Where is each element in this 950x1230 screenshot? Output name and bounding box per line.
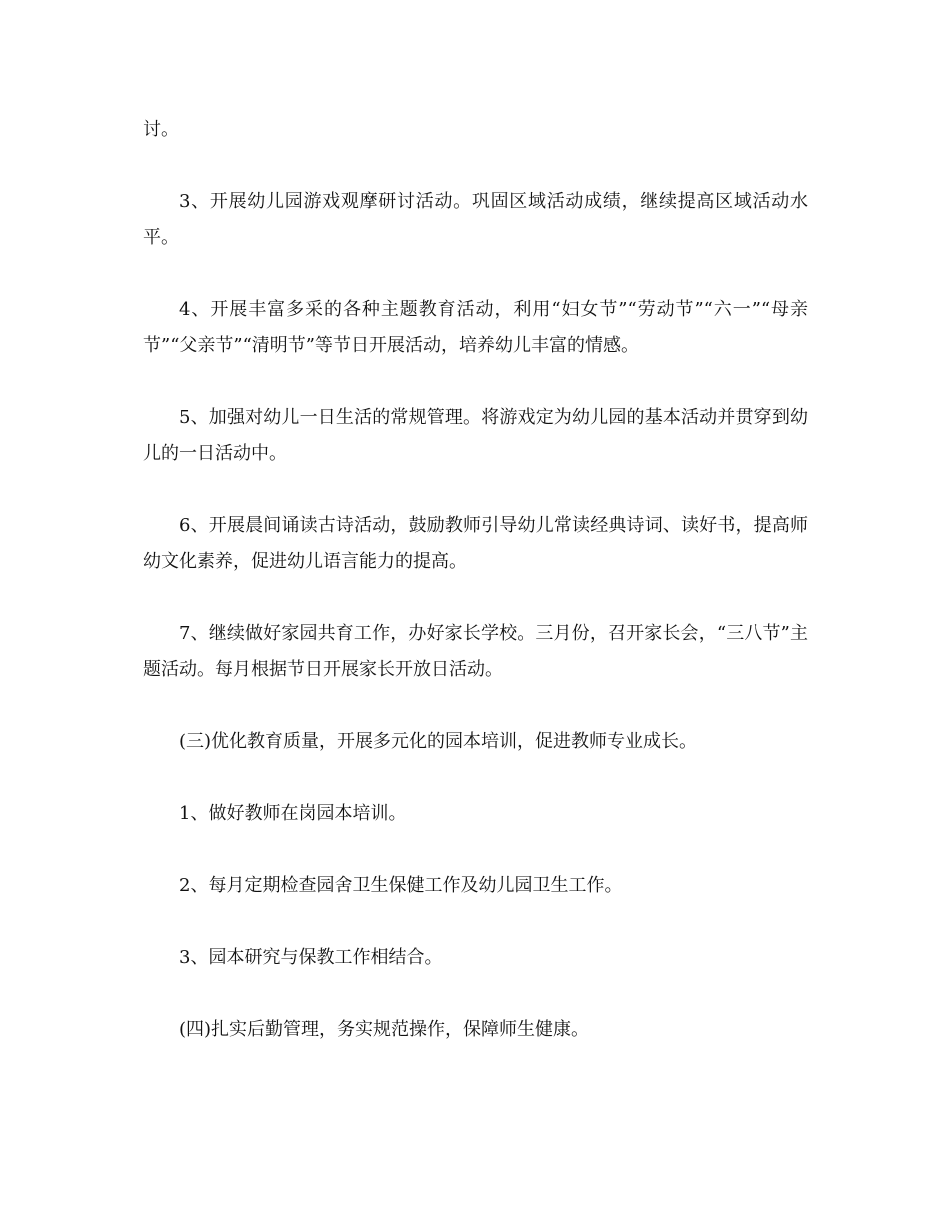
paragraph-item-3-game-observation: 3、开展幼儿园游戏观摩研讨活动。巩固区域活动成绩，继续提高区域活动水平。 [143,191,808,248]
paragraph-item-7-home-school: 7、继续做好家园共育工作，办好家长学校。三月份，召开家长会，“三八节”主题活动。每月根据节日开展家长开放日活动。 [143,623,808,680]
paragraph-item-4-theme-activities: 4、开展丰富多采的各种主题教育活动，利用“妇女节”“劳动节”“六一”“母亲节”“父亲节”“清明节”等节日开展活动，培养幼儿丰富的情感。 [143,299,808,356]
section-heading-three: (三)优化教育质量，开展多元化的园本培训，促进教师专业成长。 [179,731,698,752]
section-heading-four: (四)扎实后勤管理，务实规范操作，保障师生健康。 [179,1019,590,1040]
paragraph-item-6-poetry-reading: 6、开展晨间诵读古诗活动，鼓励教师引导幼儿常读经典诗词、读好书，提高师幼文化素养，促进幼儿语言能力的提高。 [143,515,808,572]
paragraph-training-item-2: 2、每月定期检查园舍卫生保健工作及幼儿园卫生工作。 [179,875,623,896]
paragraph-continuation: 讨。 [143,119,179,140]
paragraph-training-item-1: 1、做好教师在岗园本培训。 [179,803,407,824]
document-body [143,112,808,1084]
paragraph-training-item-3: 3、园本研究与保教工作相结合。 [179,947,443,968]
paragraph-item-5-daily-routine: 5、加强对幼儿一日生活的常规管理。将游戏定为幼儿园的基本活动并贯穿到幼儿的一日活动中。 [143,407,808,464]
